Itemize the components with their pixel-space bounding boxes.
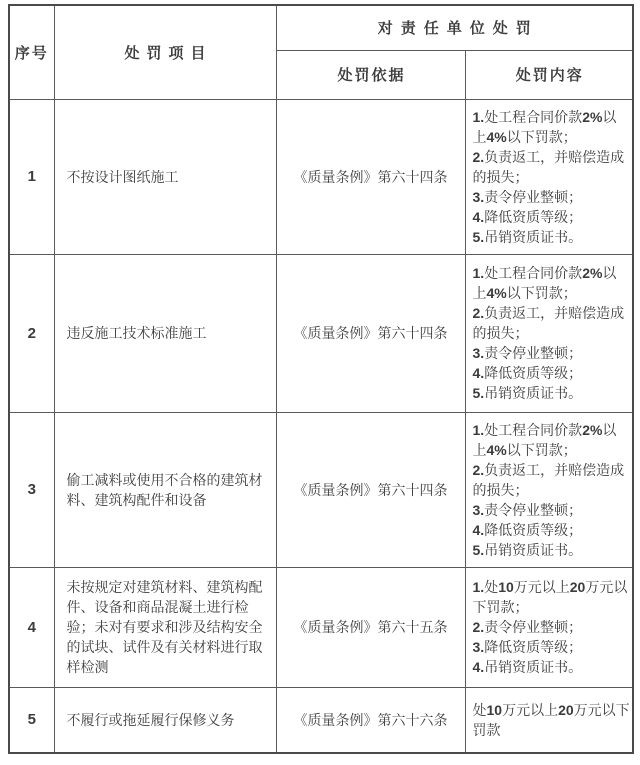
penalty-content-line: 处10万元以上20万元以下罚款 (472, 701, 630, 738)
table-row (9, 412, 633, 567)
row-number: 2 (9, 254, 54, 412)
row-number: 4 (9, 567, 54, 687)
penalty-content-line: 4.降低资质等级； (472, 365, 583, 381)
penalty-item: 不履行或拖延履行保修义务 (54, 687, 276, 753)
penalty-content-line: 1.处10万元以上20万元以下罚款； (472, 579, 628, 615)
table-body (9, 99, 633, 753)
penalty-content (465, 412, 633, 567)
row-number: 5 (9, 687, 54, 753)
penalty-content-line: 4.降低资质等级； (472, 521, 583, 538)
penalty-content-line: 3.责令停业整顿； (472, 345, 583, 361)
penalty-content-line: 3.责令停业整顿； (472, 501, 583, 518)
penalty-content-line: 1.处工程合同价款2%以上4%以下罚款； (472, 265, 617, 301)
penalty-content-line: 1.处工程合同价款2%以上4%以下罚款； (472, 421, 617, 458)
penalty-content-line: 3.降低资质等级； (472, 639, 583, 655)
penalty-content (465, 567, 633, 687)
penalty-item: 不按设计图纸施工 (54, 99, 276, 254)
row-number: 3 (9, 412, 54, 567)
header-col-content: 处罚内容 (465, 50, 633, 99)
table-row (9, 99, 633, 254)
header-col-no: 序号 (9, 5, 54, 99)
table-row (9, 687, 633, 753)
header-col-item: 处罚项目 (54, 5, 276, 99)
header-col-basis: 处罚依据 (276, 50, 465, 99)
penalty-content (465, 254, 633, 412)
penalty-content-line: 2.负责返工，并赔偿造成的损失； (472, 461, 625, 498)
penalty-content-line: 2.负责返工，并赔偿造成的损失； (472, 148, 625, 185)
penalty-item: 违反施工技术标准施工 (54, 254, 276, 412)
penalty-basis: 《质量条例》第六十五条 (276, 567, 465, 687)
header-group-unit-penalty: 对责任单位处罚 (276, 5, 633, 50)
penalty-content-line: 2.负责返工，并赔偿造成的损失； (472, 305, 625, 341)
penalty-content-line: 4.吊销资质证书。 (472, 659, 583, 675)
penalty-content-line: 5.吊销资质证书。 (472, 385, 583, 401)
penalty-item: 偷工减料或使用不合格的建筑材料、建筑构配件和设备 (54, 412, 276, 567)
table-row (9, 567, 633, 687)
penalty-content (465, 99, 633, 254)
penalty-basis: 《质量条例》第六十四条 (276, 412, 465, 567)
penalty-content-line: 2.责令停业整顿； (472, 619, 583, 635)
row-number: 1 (9, 99, 54, 254)
table-header (9, 5, 633, 99)
penalty-basis: 《质量条例》第六十六条 (276, 687, 465, 753)
penalty-content-line: 5.吊销资质证书。 (472, 541, 583, 558)
penalty-basis: 《质量条例》第六十四条 (276, 99, 465, 254)
table-row (9, 254, 633, 412)
penalty-content-line: 5.吊销资质证书。 (472, 228, 583, 245)
penalty-item: 未按规定对建筑材料、建筑构配件、设备和商品混凝土进行检验；未对有要求和涉及结构安全的试块、试件及有关材料进行取样检测 (54, 567, 276, 687)
penalty-content (465, 687, 633, 753)
penalty-basis: 《质量条例》第六十四条 (276, 254, 465, 412)
header-row-1 (9, 5, 633, 50)
penalty-content-line: 4.降低资质等级； (472, 208, 583, 225)
penalty-content-line: 3.责令停业整顿； (472, 188, 583, 205)
penalty-content-line: 1.处工程合同价款2%以上4%以下罚款； (472, 108, 617, 145)
penalty-table (8, 4, 634, 754)
